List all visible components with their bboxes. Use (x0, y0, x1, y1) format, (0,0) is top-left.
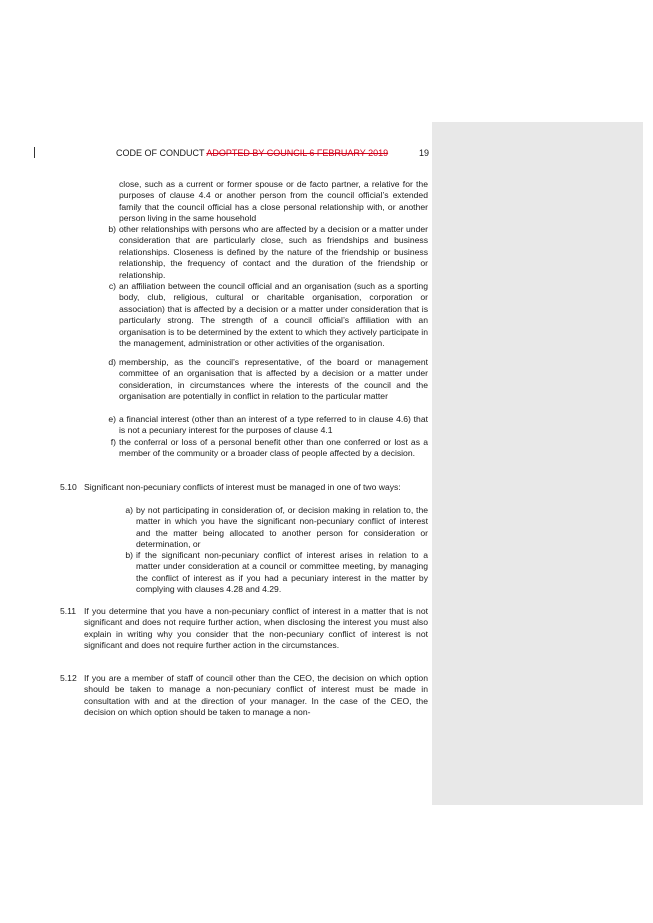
list-item-text: if the significant non-pecuniary conflict of interest arises in relation to a matter under consideration at a council or committee meeting, by managing the conflict of interest as if you had a pecuniary interest in the matter by complying with clauses 4.28 and 4.29. (136, 550, 428, 595)
clause-5-11 (60, 606, 428, 652)
list-item-label: d) (108, 357, 116, 367)
clause-text: Significant non-pecuniary conflicts of interest must be managed in one of two ways: (84, 482, 401, 492)
clause-number: 5.11 (60, 606, 77, 616)
list-item (108, 281, 428, 349)
header-title: CODE OF CONDUCT (116, 148, 205, 158)
list-item-text: membership, as the council’s representative, of the board or management committee of an organisation that is affected by a decision or a matter under consideration, in circumstances where the interests of the council and the organisation are potentially in conflict in relation to the particular matter (119, 357, 428, 402)
continuation-text: close, such as a current or former spouse or de facto partner, a relative for the purposes of clause 4.4 or another person from the council official’s extended family that the council official has a close personal relationship with, or another person living in the same household (119, 179, 428, 224)
list-item-label: c) (108, 281, 116, 291)
page-number: 19 (418, 148, 429, 158)
list-item (125, 550, 428, 596)
page-header (116, 147, 429, 159)
clause-5-12 (60, 673, 428, 719)
list-item-text: the conferral or loss of a personal benefit other than one conferred or lost as a member of the community or a broader class of people affected by a decision. (119, 437, 428, 459)
list-item-text: a financial interest (other than an interest of a type referred to in clause 4.6) that is not a pecuniary interest for the purposes of clause 4.1 (119, 414, 428, 436)
comment-pane (432, 122, 643, 805)
list-item-label: b) (108, 224, 116, 234)
list-item-label: e) (108, 414, 116, 424)
list-item-label: b) (125, 550, 133, 560)
clause-text: If you determine that you have a non-pecuniary conflict of interest in a matter that is not significant and does not require further action, when disclosing the interest you must also explain in writing why you consider that the non-pecuniary conflict of interest is not significant and does not require further action in the circumstances. (84, 606, 428, 651)
clause-number: 5.12 (60, 673, 77, 683)
header-deleted-text: ADOPTED BY COUNCIL 6 FEBRUARY 2019 (206, 148, 389, 158)
list-item-text: an affiliation between the council official and an organisation (such as a sporting body, club, religious, cultural or charitable organisation, corporation or association) that is affected by a decision or a matter under consideration that is particularly strong. The strength of a council official’s affiliation with an organisation is to be determined by the extent to which they actively participate in the management, administration or other activities of the organisation. (119, 281, 428, 349)
list-item (108, 414, 428, 437)
list-item-label: a) (125, 505, 133, 515)
clause-text: If you are a member of staff of council other than the CEO, the decision on which option should be taken to manage a non-pecuniary conflict of interest must be made in consultation with and at the direction of your manager. In the case of the CEO, the decision on which option should be taken to manage a non- (84, 673, 428, 718)
list-item-label: f) (110, 437, 116, 447)
clause-number: 5.10 (60, 482, 77, 492)
list-item (108, 357, 428, 403)
list-item (110, 437, 428, 460)
list-item (125, 505, 428, 551)
list-item (108, 224, 428, 281)
change-bar (34, 147, 35, 158)
list-item-text: other relationships with persons who are affected by a decision or a matter under consideration that are particularly close, such as friendships and business relationships. Closeness is defined by the nature of the friendship or business relationship, the frequency of contact and the duration of the friendship or relationship. (119, 224, 428, 280)
list-item-text: by not participating in consideration of, or decision making in relation to, the matter in which you have the significant non-pecuniary conflict of interest and the matter being allocated to another person for consideration or determination, or (136, 505, 428, 550)
clause-5-10 (60, 482, 428, 493)
